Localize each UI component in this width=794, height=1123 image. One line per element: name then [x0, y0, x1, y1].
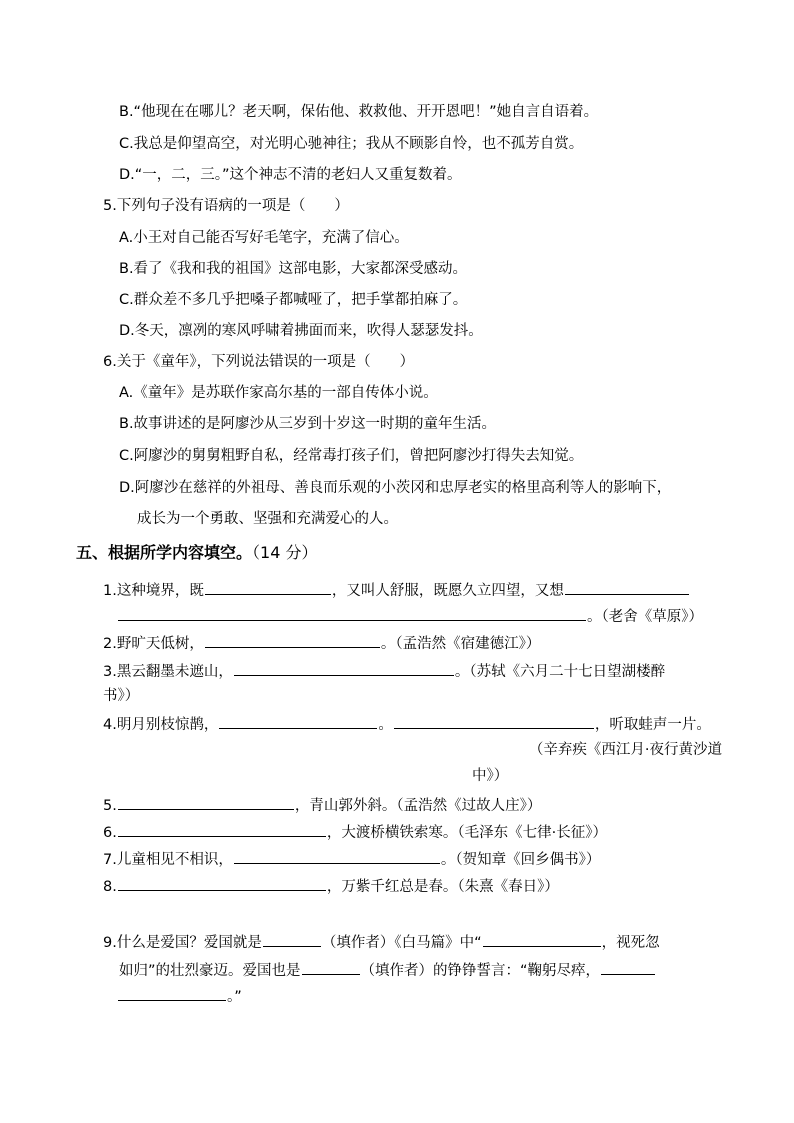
q6-option-a: A.《童年》是苏联作家高尔基的一部自传体小说。: [119, 385, 438, 401]
fill-5-blank[interactable]: [118, 794, 294, 810]
section-5-points: （14 分）: [252, 543, 318, 562]
fill-1-line2: [117, 605, 703, 627]
fill-1-blank-1[interactable]: [205, 579, 331, 595]
fill-1-blank-2[interactable]: [565, 579, 689, 595]
q4-option-d: D.“一，二，三。”这个神志不清的老妇人又重复数着。: [119, 167, 462, 183]
fill-3-blank[interactable]: [234, 660, 454, 676]
fill-9-text-c: ，视死忽: [601, 935, 660, 951]
q6-option-c: C.阿廖沙的舅舅粗野自私，经常毒打孩子们，曾把阿廖沙打得失去知觉。: [119, 448, 584, 464]
fill-9-blank-1[interactable]: [263, 931, 321, 947]
fill-6-blank[interactable]: [118, 821, 326, 837]
q6-option-b: B.故事讲述的是阿廖沙从三岁到十岁这一时期的童年生活。: [119, 416, 497, 432]
fill-9-text-d: 如归”的壮烈豪迈。爱国也是: [119, 963, 301, 979]
fill-9-blank-3[interactable]: [302, 959, 360, 975]
fill-1-text-b: ，又叫人舒服，既愿久立四望，又想: [331, 583, 564, 599]
fill-9-line2: [119, 959, 656, 981]
fill-7-blank[interactable]: [234, 848, 440, 864]
fill-4-blank-2[interactable]: [394, 713, 594, 729]
fill-9-blank-4[interactable]: [601, 959, 655, 975]
fill-4-text-a: 4.明月别枝惊鹊，: [103, 717, 219, 733]
q4-option-c: C.我总是仰望高空，对光明心驰神往；我从不顾影自怜，也不孤芳自赏。: [119, 136, 584, 152]
q5-option-c: C.群众差不多几乎把嗓子都喊哑了，把手掌都拍麻了。: [119, 292, 468, 308]
fill-8-line: [103, 875, 559, 897]
fill-7-text-b: 。（贺知章《回乡偶书》）: [440, 852, 601, 868]
fill-2-line: [103, 632, 540, 654]
fill-3-line2: 书》）: [103, 688, 140, 704]
q5-option-d: D.冬天，凛冽的寒风呼啸着拂面而来，吹得人瑟瑟发抖。: [119, 323, 483, 339]
fill-3-text-a: 3.黑云翻墨未遮山，: [103, 664, 233, 680]
q6-stem: 6.关于《童年》，下列说法错误的一项是（ ）: [103, 354, 415, 370]
fill-1-blank-3[interactable]: [118, 605, 586, 621]
fill-1-line1: [103, 579, 690, 601]
fill-9-line3: [117, 985, 242, 1007]
fill-6-line: [103, 821, 607, 843]
fill-2-blank[interactable]: [205, 632, 380, 648]
fill-2-text-b: 。（孟浩然《宿建德江》）: [380, 636, 541, 652]
fill-7-text-a: 7.儿童相见不相识，: [103, 852, 233, 868]
fill-4-source: （辛弃疾《西江月·夜行黄沙道: [528, 742, 722, 758]
fill-4-text-c: ，听取蛙声一片。: [594, 717, 711, 733]
fill-7-line: [103, 848, 600, 870]
fill-8-text-b: ，万紫千红总是春。（朱熹《春日》）: [326, 879, 559, 895]
fill-9-blank-5[interactable]: [118, 985, 226, 1001]
fill-5-line: [103, 794, 541, 816]
fill-9-text-a: 9.什么是爱国？爱国就是: [103, 935, 262, 951]
q5-stem: 5.下列句子没有语病的一项是（ ）: [103, 198, 349, 214]
fill-4-text-b: 。: [378, 717, 393, 733]
fill-9-line1: [103, 931, 660, 953]
fill-5-text-a: 5.: [103, 798, 117, 814]
fill-3-line1: [103, 660, 665, 682]
fill-6-text-b: ，大渡桥横铁索寒。（毛泽东《七律·长征》）: [326, 825, 607, 841]
fill-1-text-a: 1.这种境界，既: [103, 583, 204, 599]
fill-9-text-f: 。”: [227, 989, 242, 1005]
q5-option-a: A.小王对自己能否写好毛笔字，充满了信心。: [119, 230, 409, 246]
fill-8-text-a: 8.: [103, 879, 117, 895]
fill-4-source-cont: 中》）: [472, 768, 509, 784]
section-5-title: 五、根据所学内容填空。: [76, 543, 253, 562]
fill-4-blank-1[interactable]: [219, 713, 377, 729]
fill-9-blank-2[interactable]: [483, 931, 601, 947]
section-5-heading: [76, 543, 317, 563]
fill-6-text-a: 6.: [103, 825, 117, 841]
fill-9-text-e: （填作者）的铮铮誓言：“鞠躬尽瘁，: [360, 963, 601, 979]
fill-2-text-a: 2.野旷天低树，: [103, 636, 204, 652]
q6-option-d-cont: 成长为一个勇敢、坚强和充满爱心的人。: [137, 511, 398, 527]
fill-3-text-b: 。（苏轼《六月二十七日望湖楼醉: [454, 664, 666, 680]
fill-5-text-b: ，青山郭外斜。（孟浩然《过故人庄》）: [294, 798, 542, 814]
fill-1-text-c: 。（老舍《草原》）: [587, 609, 703, 625]
q4-option-b: B.“他现在在哪儿？老天啊，保佑他、救救他、开开恩吧！”她自言自语着。: [119, 104, 599, 120]
q6-option-d: D.阿廖沙在慈祥的外祖母、善良而乐观的小茨冈和忠厚老实的格里高利等人的影响下，: [119, 480, 672, 496]
q5-option-b: B.看了《我和我的祖国》这部电影，大家都深受感动。: [119, 261, 468, 277]
fill-8-blank[interactable]: [118, 875, 326, 891]
fill-9-text-b: （填作者）《白马篇》中“: [321, 935, 482, 951]
fill-4-line1: [103, 713, 711, 735]
